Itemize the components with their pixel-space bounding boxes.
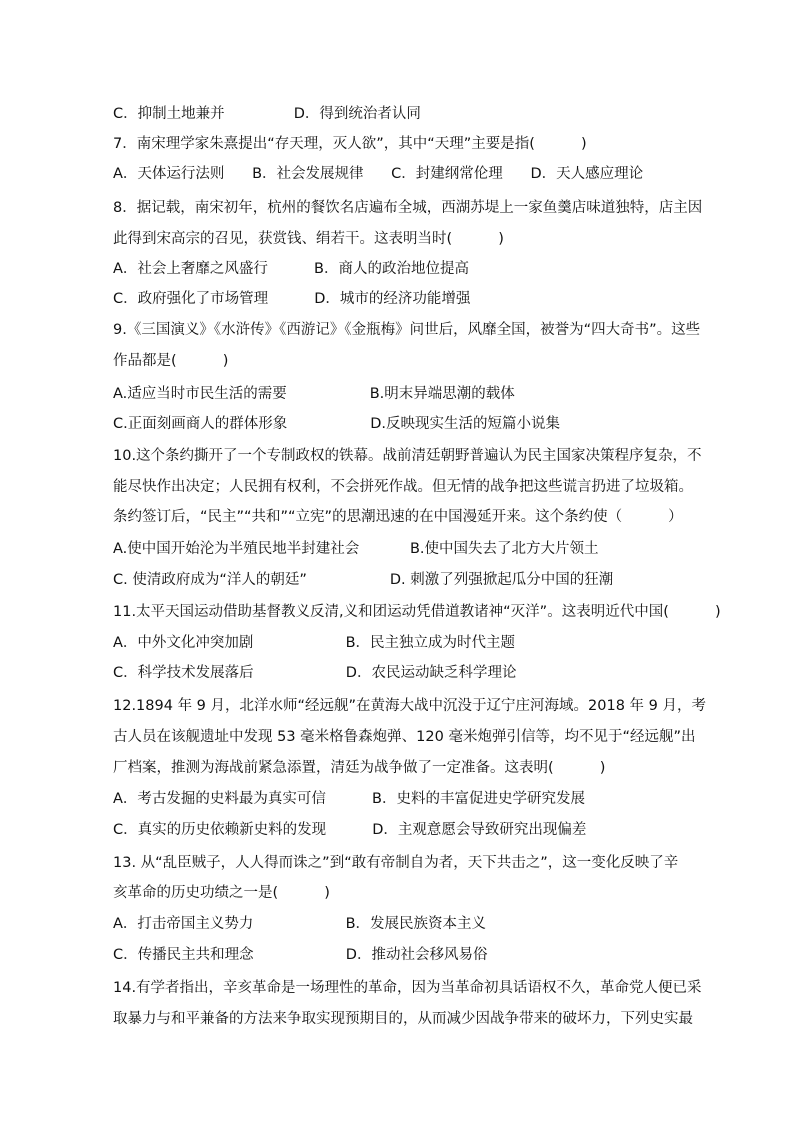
question-10-stem: 10.这个条约撕开了一个专制政权的铁幕。战前清廷朝野普遍认为民主国家决策程序复杂，不 [113,448,702,464]
question-13-stem: 13. 从“乱臣贼子，人人得而诛之”到“敢有帝制自为者，天下共击之”，这一变化反映了辛 [113,855,679,871]
question-14-stem: 14.有学者指出，辛亥革命是一场理性的革命，因为当革命初具话语权不久，革命党人便已采 [113,980,702,996]
option-line: A.使中国开始沦为半殖民地半封建社会 B.使中国失去了北方大片领土 [113,541,599,557]
question-12-stem: 厂档案，推测为海战前紧急添置，清廷为战争做了一定准备。这表明( ) [113,760,606,776]
question-12-stem: 12.1894 年 9 月，北洋水师“经远舰”在黄海大战中沉没于辽宁庄河海域。2018 年 9 月，考 [113,698,706,714]
option-line: C. 使清政府成为“洋人的朝廷” D. 刺激了列强掀起瓜分中国的狂潮 [113,572,614,588]
question-13-stem: 亥革命的历史功绩之一是( ) [113,885,330,901]
question-10-stem: 条约签订后，“民主”“共和”“立宪”的思潮迅速的在中国漫延开来。这个条约使（ ） [113,509,683,525]
question-9-stem: 9.《三国演义》《水浒传》《西游记》《金瓶梅》问世后，风靡全国，被誉为“四大奇书”。这些 [113,322,701,338]
question-8-stem: 8．据记载，南宋初年，杭州的餐饮名店遍布全城，西湖苏堤上一家鱼羹店味道独特，店主因 [113,200,703,216]
option-line: C．传播民主共和理念 D．推动社会移风易俗 [113,947,488,963]
option-line: A.适应当时市民生活的需要 B.明末异端思潮的载体 [113,386,515,402]
question-8-stem: 此得到宋高宗的召见，获赏钱、绢若干。这表明当时( ) [113,231,504,247]
question-12-stem: 古人员在该舰遗址中发现 53 毫米格鲁森炮弹、120 毫米炮弹引信等，均不见于“经远舰”出 [113,729,696,745]
option-line: A．打击帝国主义势力 B．发展民族资本主义 [113,916,487,932]
question-9-stem: 作品都是( ) [113,353,229,369]
option-line: C．抑制土地兼并 D．得到统治者认同 [113,106,421,122]
option-line: C.正面刻画商人的群体形象 D.反映现实生活的短篇小说集 [113,416,560,432]
option-line: A．中外文化冲突加剧 B．民主独立成为时代主题 [113,635,516,651]
question-11-stem: 11.太平天国运动借助基督教义反清,义和团运动凭借道教诸神“灭洋”。这表明近代中国( ) [113,604,721,620]
option-line: A．天体运行法则 B．社会发展规律 C．封建纲常伦理 D．天人感应理论 [113,166,644,182]
option-line: A．社会上奢靡之风盛行 B．商人的政治地位提高 [113,261,469,277]
option-line: C．真实的历史依赖新史料的发现 D．主观意愿会导致研究出现偏差 [113,822,587,838]
option-line: C．政府强化了市场管理 D．城市的经济功能增强 [113,291,471,307]
option-line: A．考古发掘的史料最为真实可信 B．史料的丰富促进史学研究发展 [113,791,585,807]
question-14-stem: 取暴力与和平兼备的方法来争取实现预期目的，从而减少因战争带来的破坏力，下列史实最 [113,1011,693,1027]
question-7-stem: 7．南宋理学家朱熹提出“存天理，灭人欲”，其中“天理”主要是指( ) [113,136,587,152]
question-10-stem: 能尽快作出决定；人民拥有权利，不会拼死作战。但无情的战争把这些谎言扔进了垃圾箱。 [113,479,693,495]
option-line: C．科学技术发展落后 D．农民运动缺乏科学理论 [113,665,517,681]
